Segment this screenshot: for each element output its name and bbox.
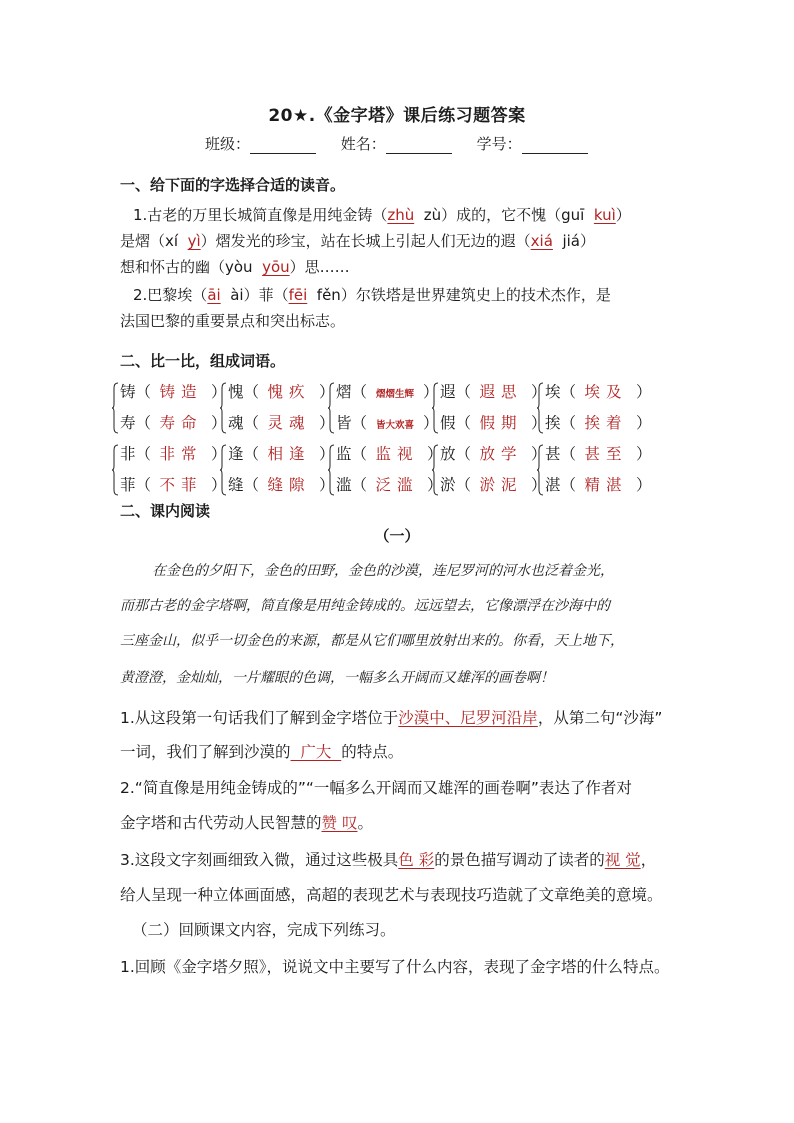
close-paren: ） <box>531 414 547 432</box>
name-label: 姓名： <box>340 135 386 153</box>
word-pair-line <box>228 440 335 468</box>
brace-icon <box>432 382 439 434</box>
brace-icon <box>328 382 335 434</box>
brace-icon <box>220 382 227 434</box>
word-pair-group <box>432 378 547 440</box>
word-pair-line <box>120 440 227 468</box>
close-paren: ） <box>319 445 335 463</box>
name-blank <box>386 139 452 154</box>
section3-heading: 二、课内阅读 <box>120 502 211 520</box>
section2-heading: 二、比一比，组成词语。 <box>120 352 286 370</box>
page-title: 20★.《金字塔》课后练习题答案 <box>268 106 526 126</box>
answer-word: 缝隙 <box>267 476 311 494</box>
base-character: 菲（ <box>120 476 152 494</box>
word-pair-line <box>440 378 547 406</box>
close-paren: ） <box>211 414 227 432</box>
answer-word: 泛滥 <box>375 476 419 494</box>
close-paren: ） <box>531 383 547 401</box>
word-pair-line <box>120 378 227 406</box>
base-character: 缝（ <box>228 476 260 494</box>
word-pair-line <box>336 378 439 406</box>
part-2-heading: （二）回顾课文内容，完成下列练习。 <box>132 921 396 939</box>
s1-line4: 2.巴黎埃（āi ài）菲（fēi fěn）尔铁塔是世界建筑史上的技术杰作，是 <box>133 286 611 304</box>
brace-icon <box>328 444 335 496</box>
base-character: 熠（ <box>336 383 368 401</box>
passage-line-4: 黄澄澄，金灿灿，一片耀眼的色调，一幅多么开阔而又雄浑的画卷啊！ <box>120 670 554 686</box>
close-paren: ） <box>636 476 652 494</box>
word-pair-group <box>328 440 443 502</box>
word-pair-line <box>545 378 652 406</box>
base-character: 寿（ <box>120 414 152 432</box>
word-pair-group <box>328 378 439 440</box>
passage-line-3: 三座金山，似乎一切金色的来源，都是从它们哪里放射出来的。你看，天上地下， <box>120 633 624 649</box>
base-character: 放（ <box>440 445 472 463</box>
question-1-cont: 一词，我们了解到沙漠的 广大 的特点。 <box>120 743 404 761</box>
word-pair-group <box>537 378 652 440</box>
answer-word: 不菲 <box>159 476 203 494</box>
base-character: 非（ <box>120 445 152 463</box>
word-pair-line <box>120 409 227 437</box>
word-pair-line <box>228 409 335 437</box>
base-character: 挨（ <box>545 414 577 432</box>
close-paren: ） <box>319 383 335 401</box>
word-pair-line <box>228 378 335 406</box>
id-label: 学号： <box>476 135 522 153</box>
s1-line3: 想和怀古的幽（yòu yōu）思…… <box>120 258 350 276</box>
answer-word: 甚至 <box>584 445 628 463</box>
s1-line5: 法国巴黎的重要景点和突出标志。 <box>120 312 346 330</box>
close-paren: ） <box>211 383 227 401</box>
question-3-cont: 给人呈现一种立体画面感，高超的表现艺术与表现技巧造就了文章绝美的意境。 <box>120 886 663 904</box>
close-paren: ） <box>423 414 439 432</box>
base-character: 甚（ <box>545 445 577 463</box>
base-character: 愧（ <box>228 383 260 401</box>
base-character: 假（ <box>440 414 472 432</box>
word-pair-group <box>112 440 227 502</box>
answer-word: 寿命 <box>159 414 203 432</box>
word-pair-line <box>440 409 547 437</box>
close-paren: ） <box>427 476 443 494</box>
answer-word: 遐思 <box>479 383 523 401</box>
brace-icon <box>537 444 544 496</box>
close-paren: ） <box>211 476 227 494</box>
answer-word: 愧疚 <box>267 383 311 401</box>
passage-line-1: 在金色的夕阳下，金色的田野，金色的沙漠，连尼罗河的河水也泛着金光， <box>152 563 614 579</box>
question-4: 1.回顾《金字塔夕照》，说说文中主要写了什么内容，表现了金字塔的什么特点。 <box>120 958 670 976</box>
base-character: 埃（ <box>545 383 577 401</box>
class-blank <box>250 139 316 154</box>
word-pair-line <box>336 409 439 437</box>
word-row <box>112 440 672 502</box>
word-pair-group <box>220 378 335 440</box>
base-character: 遐（ <box>440 383 472 401</box>
word-pair-group <box>220 440 335 502</box>
answer-word: 淤泥 <box>479 476 523 494</box>
word-pair-line <box>120 471 227 499</box>
close-paren: ） <box>319 476 335 494</box>
answer-word: 相逢 <box>267 445 311 463</box>
base-character: 逢（ <box>228 445 260 463</box>
section1-heading: 一、给下面的字选择合适的读音。 <box>120 176 346 194</box>
close-paren: ） <box>636 445 652 463</box>
base-character: 淤（ <box>440 476 472 494</box>
question-1: 1.从这段第一句话我们了解到金字塔位于沙漠中、尼罗河沿岸，从第二句“沙海” <box>120 709 663 727</box>
answer-word: 放学 <box>479 445 523 463</box>
s1-line2: 是熠（xí yì）熠发光的珍宝，站在长城上引起人们无边的遐（xiá jiá） <box>120 232 595 250</box>
s1-line1: 1.古老的万里长城简直像是用纯金铸（zhù zù）成的，它不愧（guī kuì） <box>133 206 631 224</box>
brace-icon <box>220 444 227 496</box>
student-info <box>205 133 608 154</box>
close-paren: ） <box>636 383 652 401</box>
answer-word: 熠熠生辉 <box>376 389 415 400</box>
close-paren: ） <box>423 383 439 401</box>
word-pair-line <box>336 440 443 468</box>
question-3: 3.这段文字刻画细致入微，通过这些极具色 彩的景色描写调动了读者的视 觉， <box>120 851 657 869</box>
base-character: 铸（ <box>120 383 152 401</box>
word-pair-group <box>537 440 652 502</box>
reading-part-1-label: （一） <box>374 527 420 545</box>
word-pair-group <box>432 440 547 502</box>
answer-word: 监视 <box>375 445 419 463</box>
question-2: 2.“简直像是用纯金铸成的”“一幅多么开阔而又雄浑的画卷啊”表达了作者对 <box>120 779 632 797</box>
base-character: 湛（ <box>545 476 577 494</box>
answer-word: 灵魂 <box>267 414 311 432</box>
brace-icon <box>112 382 119 434</box>
passage-line-2: 而那古老的金字塔啊，简直像是用纯金铸成的。远远望去，它像漂浮在沙海中的 <box>120 598 610 614</box>
answer-word: 假期 <box>479 414 523 432</box>
word-pair-line <box>440 440 547 468</box>
brace-icon <box>537 382 544 434</box>
word-pair-line <box>545 471 652 499</box>
answer-word: 非常 <box>159 445 203 463</box>
brace-icon <box>112 444 119 496</box>
word-pair-group <box>112 378 227 440</box>
base-character: 皆（ <box>336 414 368 432</box>
word-pair-line <box>545 440 652 468</box>
brace-icon <box>432 444 439 496</box>
answer-word: 皆大欢喜 <box>376 420 415 431</box>
class-label: 班级： <box>205 135 251 153</box>
answer-word: 挨着 <box>584 414 628 432</box>
question-2-cont: 金字塔和古代劳动人民智慧的赞 叹。 <box>120 814 373 832</box>
base-character: 监（ <box>336 445 368 463</box>
answer-word: 铸造 <box>159 383 203 401</box>
close-paren: ） <box>427 445 443 463</box>
word-pair-line <box>336 471 443 499</box>
close-paren: ） <box>211 445 227 463</box>
id-blank <box>522 139 588 154</box>
close-paren: ） <box>636 414 652 432</box>
base-character: 滥（ <box>336 476 368 494</box>
close-paren: ） <box>531 445 547 463</box>
word-row <box>112 378 672 440</box>
close-paren: ） <box>531 476 547 494</box>
word-pair-line <box>545 409 652 437</box>
word-pair-line <box>228 471 335 499</box>
answer-word: 埃及 <box>584 383 628 401</box>
word-pair-line <box>440 471 547 499</box>
base-character: 魂（ <box>228 414 260 432</box>
close-paren: ） <box>319 414 335 432</box>
answer-word: 精湛 <box>584 476 628 494</box>
